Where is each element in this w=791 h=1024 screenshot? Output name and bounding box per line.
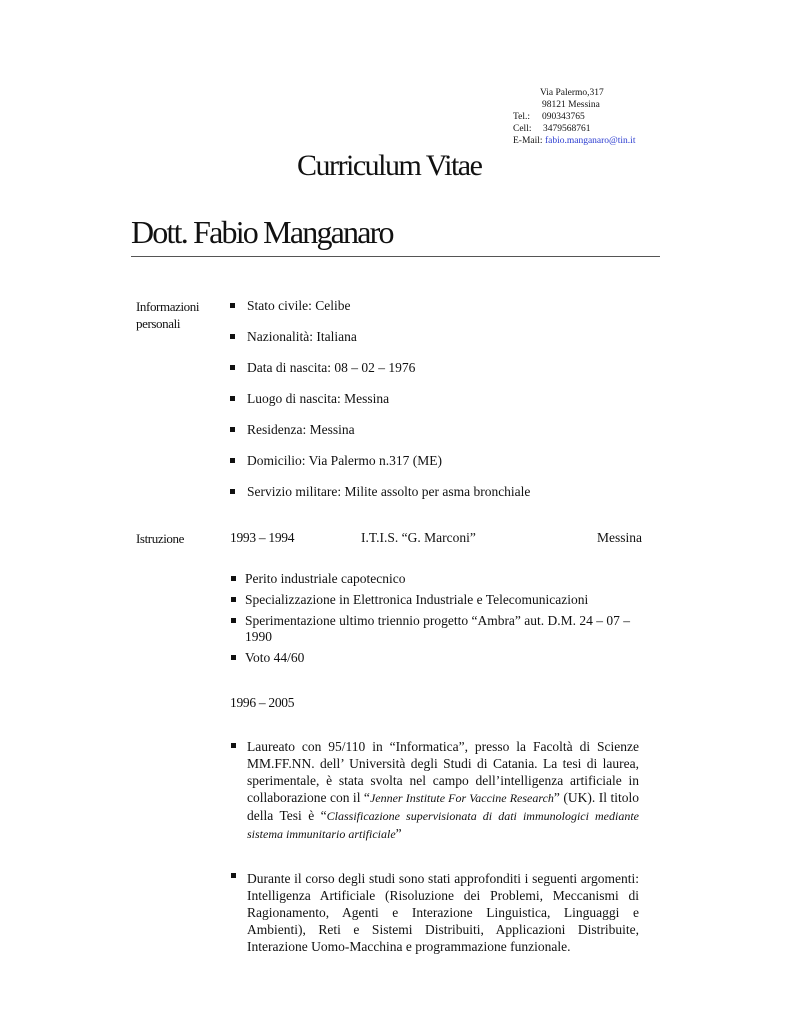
email-line: [513, 135, 635, 147]
degree-text-part: Laureato con 95/110 in “Informatica”, presso la Facoltà di Scienze MM.FF.NN. dell’ Università degli Studi di Catania. La tesi di laurea, sperimentale, è stata svolta nel campo dell’intelligenza artificiale in collaborazione con il “: [247, 739, 639, 805]
phone-number: 090343765: [542, 112, 585, 122]
cell-label: Cell:: [513, 124, 532, 134]
list-item: Residenza: Messina: [229, 422, 530, 453]
header-divider: [131, 256, 660, 257]
degree-paragraph: [230, 738, 639, 843]
list-item: Servizio militare: Milite assolto per asma bronchiale: [229, 484, 530, 515]
candidate-name: Dott. Fabio Manganaro: [131, 214, 393, 250]
thesis-title: Classificazione supervisionata di dati immunologici mediante sistema immunitario artificiale: [247, 809, 640, 841]
bullet-marker: [231, 743, 236, 748]
personal-info-list: [229, 298, 530, 515]
document-title: Curriculum Vitae: [297, 149, 482, 182]
address-city: 98121 Messina: [542, 100, 600, 110]
education-school-1: I.T.I.S. “G. Marconi”: [361, 530, 476, 545]
education-years-1: 1993 – 1994: [230, 530, 295, 545]
email-label: E-Mail:: [513, 136, 543, 146]
degree-text-part: ”: [395, 826, 402, 841]
list-item: Sperimentazione ultimo triennio progetto “Ambra” aut. D.M. 24 – 07 – 1990: [230, 613, 642, 645]
contact-block: [513, 87, 635, 147]
personal-info-heading-line2: personali: [136, 316, 181, 331]
list-item: Voto 44/60: [230, 650, 642, 666]
education-city-1: Messina: [597, 530, 642, 545]
email-link[interactable]: fabio.manganaro@tin.it: [544, 136, 636, 146]
topics-paragraph-text: Durante il corso degli studi sono stati approfonditi i seguenti argomenti: Intelligenza Artificiale (Risoluzione dei Problemi, Meccanismi di Ragionamento, Agenti e Interazione Linguistica, Linguaggi e Ambienti), Reti e Sistemi Distribuiti, Applicazioni Distribuite, Interazione Uomo-Macchina e programmazione funzionale.: [247, 871, 639, 954]
topics-paragraph: [230, 870, 639, 955]
institute-name: Jenner Institute For Vaccine Research: [369, 791, 554, 805]
personal-info-heading: [136, 298, 199, 332]
cell-line: [513, 123, 635, 135]
list-item: Perito industriale capotecnico: [230, 571, 642, 587]
degree-paragraph-text: [247, 738, 639, 843]
education-heading: Istruzione: [136, 531, 184, 546]
list-item: Domicilio: Via Palermo n.317 (ME): [229, 453, 530, 484]
phone-line: [513, 111, 635, 123]
phone-label: Tel.:: [513, 112, 531, 122]
list-item: Luogo di nascita: Messina: [229, 391, 530, 422]
education-details-1: [230, 571, 642, 671]
address-street: Via Palermo,317: [540, 88, 604, 98]
degree-text-part: ” (UK). Il titolo della Tesi è “: [247, 790, 639, 823]
cell-number: 3479568761: [543, 124, 591, 134]
list-item: Nazionalità: Italiana: [229, 329, 530, 360]
personal-info-heading-line1: Informazioni: [136, 299, 200, 314]
list-item: Specializzazione in Elettronica Industriale e Telecomunicazioni: [230, 592, 642, 608]
education-years-2: 1996 – 2005: [230, 695, 295, 710]
bullet-marker: [231, 873, 236, 878]
list-item: Data di nascita: 08 – 02 – 1976: [229, 360, 530, 391]
list-item: Stato civile: Celibe: [229, 298, 530, 329]
